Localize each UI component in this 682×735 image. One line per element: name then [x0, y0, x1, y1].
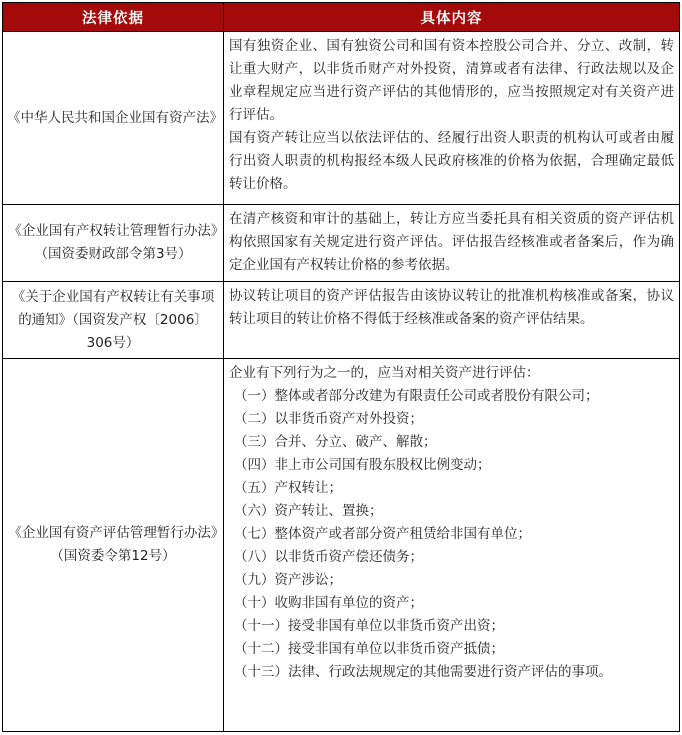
content-cell	[224, 32, 680, 205]
table-row	[3, 205, 680, 282]
list-item: （十二）接受非国有单位以非货币资产抵债；	[234, 641, 504, 657]
content-paragraph: 在清产核资和审计的基础上，转让方应当委托具有相关资质的资产评估机构依照国家有关规定进行资产评估。评估报告经核准或者备案后，作为确定企业国有产权转让价格的参考依据。	[229, 211, 674, 273]
table-row	[3, 359, 680, 732]
list-item: （十）收购非国有单位的资产；	[234, 595, 423, 611]
list-item: （六）资产转让、置换；	[234, 503, 383, 519]
list-item: （七）整体资产或者部分资产租赁给非国有单位；	[234, 526, 531, 542]
list-item: （二）以非货币资产对外投资；	[234, 411, 423, 427]
table-header-row	[3, 3, 680, 32]
list-item: （十三）法律、行政法规规定的其他需要进行资产评估的事项。	[234, 664, 612, 680]
content-cell	[224, 205, 680, 282]
list-item: （九）资产涉讼；	[234, 572, 342, 588]
list-item: （五）产权转让；	[234, 480, 342, 496]
list-item: （一）整体或者部分改建为有限责任公司或者股份有限公司；	[234, 388, 599, 404]
legal-basis-table	[2, 2, 680, 732]
legal-basis-cell: 《关于企业国有产权转让有关事项的通知》（国资发产权〔2006〕306号）	[3, 282, 224, 359]
header-legal-basis: 法律依据	[3, 3, 224, 32]
legal-basis-cell: 《中华人民共和国企业国有资产法》	[3, 32, 224, 205]
header-specific-content: 具体内容	[224, 3, 680, 32]
legal-basis-cell: 《企业国有资产评估管理暂行办法》（国资委令第12号）	[3, 359, 224, 732]
list-item: （三）合并、分立、破产、解散；	[234, 434, 437, 450]
content-intro: 企业有下列行为之一的，应当对相关资产进行评估：	[229, 365, 540, 381]
content-paragraph: 协议转让项目的资产评估报告由该协议转让的批准机构核准或备案，协议转让项目的转让价格不得低于经核准或备案的资产评估结果。	[229, 288, 674, 327]
content-paragraph: 国有独资企业、国有独资公司和国有资本控股公司合并、分立、改制，转让重大财产，以非货币财产对外投资，清算或者有法律、行政法规以及企业章程规定应当进行资产评估的其他情形的，应当按照规定对有关资产进行评估。	[229, 38, 674, 123]
content-cell	[224, 282, 680, 359]
content-paragraph: 国有资产转让应当以依法评估的、经履行出资人职责的机构认可或者由履行出资人职责的机构报经本级人民政府核准的价格为依据，合理确定最低转让价格。	[229, 130, 674, 192]
list-item: （十一）接受非国有单位以非货币资产出资；	[234, 618, 504, 634]
list-item: （四）非上市公司国有股东股权比例变动；	[234, 457, 491, 473]
legal-basis-cell: 《企业国有产权转让管理暂行办法》（国资委财政部令第3号）	[3, 205, 224, 282]
content-cell	[224, 359, 680, 732]
table-row	[3, 32, 680, 205]
table-row	[3, 282, 680, 359]
list-item: （八）以非货币资产偿还债务；	[234, 549, 423, 565]
